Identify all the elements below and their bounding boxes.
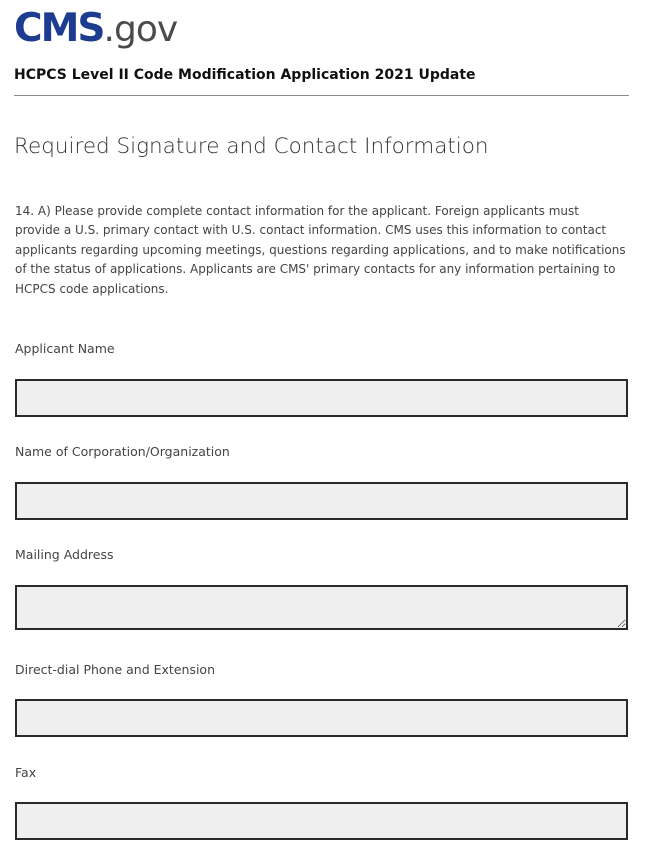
phone-label: Direct-dial Phone and Extension [15,662,215,677]
organization-input[interactable] [15,482,628,520]
fax-label: Fax [15,765,37,780]
fax-input[interactable] [15,802,628,840]
logo-gov-text: .gov [103,9,178,50]
application-title: HCPCS Level II Code Modification Application 2021 Update [14,67,476,83]
mailing-address-label: Mailing Address [15,547,114,562]
section-title: Required Signature and Contact Information [14,134,489,159]
mailing-address-textarea[interactable] [15,585,628,630]
instructions-text: 14. A) Please provide complete contact information for the applicant. Foreign applicants must provide a U.S. primary contact with U.S. contact information. CMS uses this information to contact applicants regarding upcoming meetings, questions regarding applications, and to make notifications of the status of applications. Applicants are CMS' primary contacts for any information pertaining to HCPCS code applications. [15,204,626,296]
cms-gov-logo[interactable] [14,6,177,52]
applicant-name-input[interactable] [15,379,628,417]
header-divider [14,95,629,96]
phone-input[interactable] [15,699,628,737]
applicant-name-label: Applicant Name [15,341,115,356]
logo-cms-text: CMS [14,6,104,51]
organization-label: Name of Corporation/Organization [15,444,230,459]
